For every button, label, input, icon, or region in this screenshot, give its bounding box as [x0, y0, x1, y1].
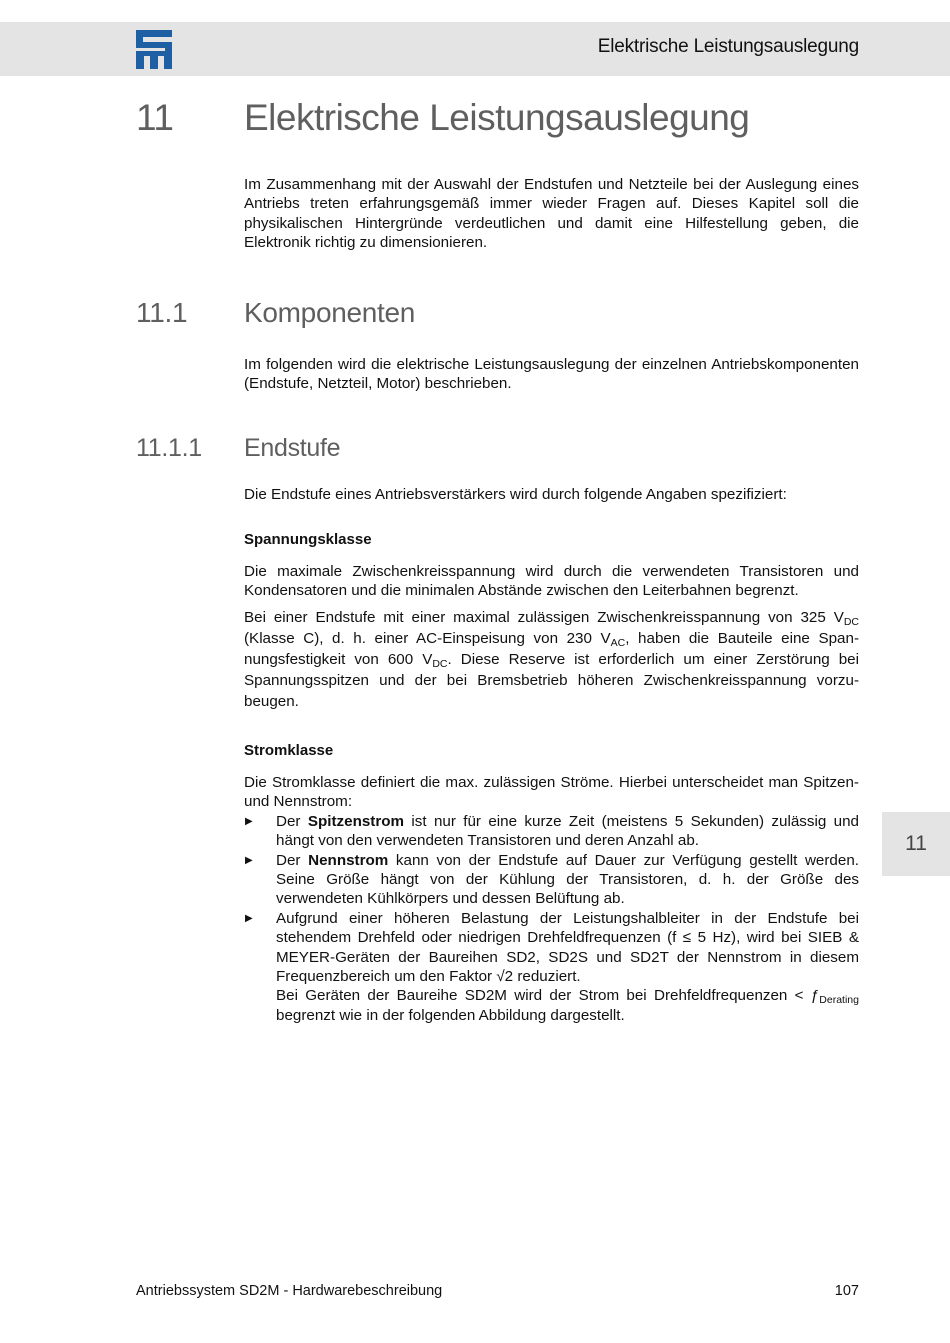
voltage-class-p1: Die maximale Zwischenkreisspannung wird durch die verwendeten Transistoren und Kondensatoren und die minimalen Abstände zwischen den Leiterbahnen begrenzt.	[244, 563, 859, 600]
chapter-intro	[244, 175, 859, 253]
section-text	[244, 355, 859, 394]
footer-page-number: 107	[834, 1283, 859, 1299]
section-title: Komponenten	[244, 297, 416, 328]
subscript-ac: AC	[610, 636, 626, 649]
current-class-list	[244, 812, 859, 1025]
sm-logo-icon	[136, 30, 172, 69]
list-item-peak-current: ▶ Der Spitzenstrom ist nur für eine kurze Zeit (meistens 5 Sekunden) zulässig und hängt von den verwendeten Transistoren und deren Anzahl ab.	[245, 812, 859, 850]
voltage-class-heading: Spannungsklasse	[244, 531, 372, 548]
subsection-intro-text: Die Endstufe eines Antriebsverstärkers wird durch folgende Angaben spezifiziert:	[244, 486, 787, 503]
subscript-dc-2: DC	[432, 657, 448, 670]
subscript-derating: Derating	[819, 994, 859, 1007]
list-item-derating: ▶ Aufgrund einer höheren Belastung der Leistungshalbleiter in der Endstufe bei stehendem Drehfeld oder niedrigen Drehfeldfrequenzen (f ≤ 5 Hz), wird bei SIEB & MEYER-Geräten der Baureihen SD2, SD2S und SD2T der Nennstrom in diesem Frequenzbereich um den Faktor √2 reduziert. Bei Geräten der Baureihe SD2M wird der Strom bei Drehfeldfrequenzen < $ƒ_{Derating}$ begrenzt wie in der folgenden Abbildung dargestellt.	[245, 909, 859, 1024]
bullet-triangle-icon: ▶	[245, 854, 253, 866]
list-item-rated-current: ▶ Der Nennstrom kann von der Endstufe auf Dauer zur Verfügung gestellt werden. Seine Größe hängt von der Kühlung der Transistoren, d. h. der Größe des verwendeten Kühlkörpers und dessen Belüftung ab.	[245, 851, 859, 908]
chapter-side-tab: 11	[882, 812, 950, 876]
chapter-title: Elektrische Leistungsauslegung	[244, 97, 750, 138]
chapter-number: 11	[136, 97, 174, 138]
section-text-paragraph: Im folgenden wird die elektrische Leistungsauslegung der einzelnen Antriebskomponenten (Endstufe, Netzteil, Motor) beschrieben.	[244, 356, 859, 393]
current-class-body	[244, 773, 859, 1025]
current-class-heading: Stromklasse	[244, 742, 334, 759]
footer-document-title: Antriebssystem SD2M - Hardwarebeschreibung	[136, 1283, 443, 1299]
bullet-triangle-icon: ▶	[245, 912, 253, 924]
section-number: 11.1	[136, 297, 188, 328]
chapter-intro-text: Im Zusammenhang mit der Auswahl der Endstufen und Netzteile bei der Auslegung eines Antriebs treten erfahrungsgemäß immer wieder Fragen auf. Dieses Kapitel soll die physikalischen Hintergründe verdeutlichen und damit eine Hilfestellung geben, die Elektronik richtig zu dimensionieren.	[244, 176, 859, 252]
running-header-title: Elektrische Leistungsauslegung	[597, 36, 859, 57]
bullet-triangle-icon: ▶	[245, 815, 253, 827]
subsection-title: Endstufe	[244, 434, 341, 462]
subsection-intro	[244, 485, 859, 504]
subsection-number: 11.1.1	[136, 434, 202, 462]
voltage-class-p2: Bei einer Endstufe mit einer maximal zulässigen Zwischenkreisspannung von 325 $V_{DC}$ (Klasse C), d. h. einer AC-Einspeisung von 230 $V_{AC}$, haben die Bauteile eine Spannungsfestigkeit von 600 $V_{DC}$. Diese Reserve ist erforderlich um einer Zerstörung bei Spannungsspitzen und der bei Bremsbetrieb höheren Zwischenkreisspannung vorzubeugen.	[244, 608, 860, 710]
current-class-intro: Die Stromklasse definiert die max. zulässigen Ströme. Hierbei unterscheidet man Spitzen- und Nennstrom:	[244, 774, 859, 811]
voltage-class-body	[244, 562, 859, 712]
subscript-dc: DC	[843, 615, 859, 628]
